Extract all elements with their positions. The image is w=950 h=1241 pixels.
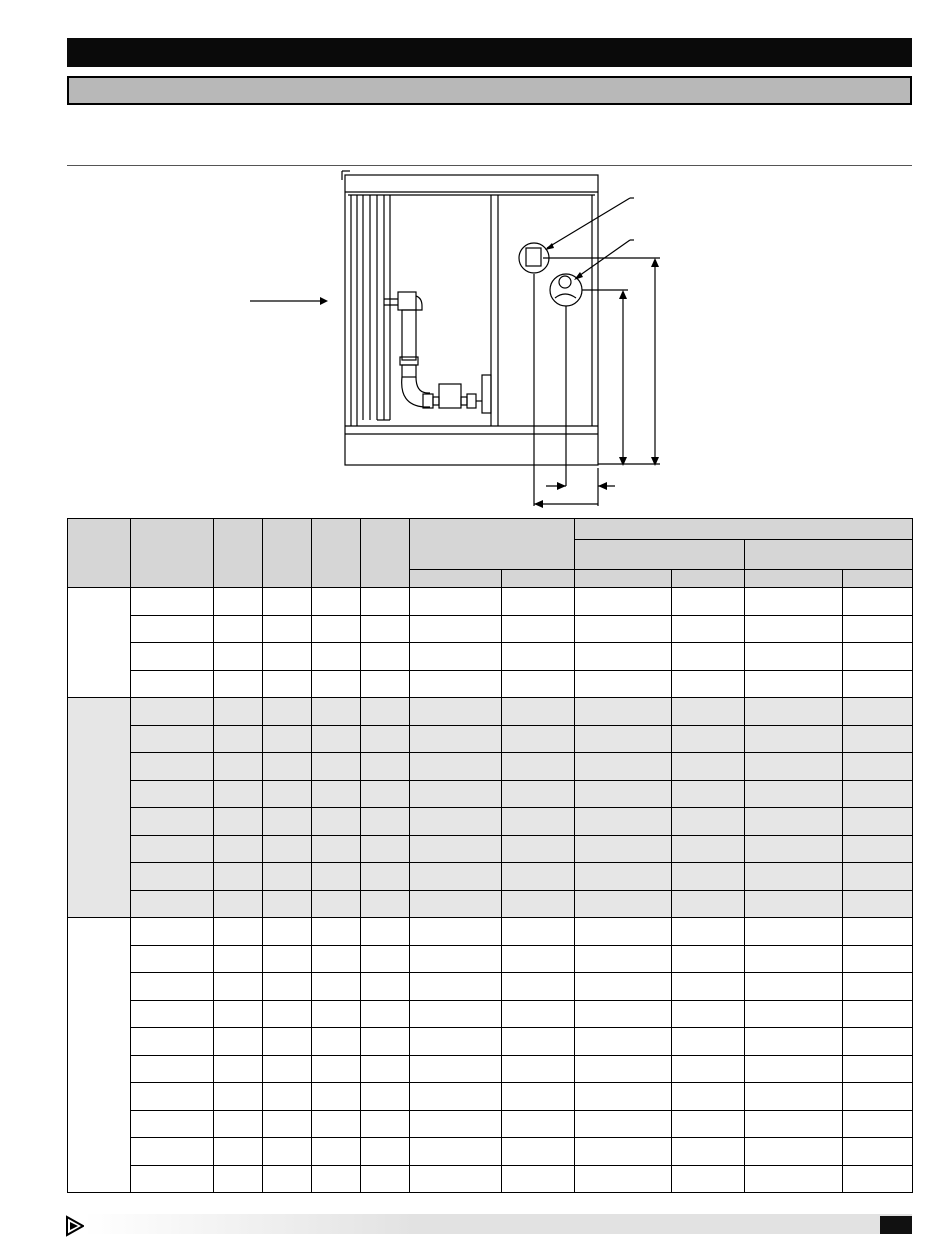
table-cell xyxy=(672,615,745,643)
header-sub-2 xyxy=(502,570,575,588)
table-cell xyxy=(361,1028,410,1056)
table-cell xyxy=(410,1083,502,1111)
table-cell xyxy=(672,1083,745,1111)
table-cell xyxy=(214,973,263,1001)
table-cell xyxy=(410,1000,502,1028)
table-cell xyxy=(131,863,214,891)
table-cell xyxy=(263,1000,312,1028)
table-cell xyxy=(575,973,672,1001)
table-cell xyxy=(410,698,502,726)
table-cell xyxy=(361,588,410,616)
table-row xyxy=(68,753,913,781)
table-cell xyxy=(263,1028,312,1056)
table-cell xyxy=(361,643,410,671)
table-cell xyxy=(843,643,913,671)
table-cell xyxy=(575,588,672,616)
table-cell xyxy=(263,725,312,753)
table-row xyxy=(68,615,913,643)
table-cell xyxy=(131,973,214,1001)
table-cell xyxy=(745,1055,843,1083)
table-cell xyxy=(214,753,263,781)
table-cell xyxy=(361,780,410,808)
table-cell xyxy=(214,1165,263,1193)
table-cell xyxy=(131,753,214,781)
table-cell xyxy=(410,918,502,946)
table-cell xyxy=(361,753,410,781)
table-cell xyxy=(745,808,843,836)
table-cell xyxy=(745,1000,843,1028)
table-cell xyxy=(361,1110,410,1138)
header-col-5 xyxy=(312,519,361,588)
table-cell xyxy=(312,753,361,781)
table-cell xyxy=(745,1165,843,1193)
table-cell xyxy=(672,863,745,891)
table-cell xyxy=(361,918,410,946)
table-row xyxy=(68,973,913,1001)
table-cell xyxy=(672,1055,745,1083)
table-cell xyxy=(410,753,502,781)
table-cell xyxy=(843,945,913,973)
table-cell xyxy=(672,1000,745,1028)
table-cell xyxy=(361,1000,410,1028)
table-cell xyxy=(312,643,361,671)
table-cell xyxy=(131,725,214,753)
table-row xyxy=(68,1165,913,1193)
table-cell xyxy=(131,1083,214,1111)
header-subgroup-b1 xyxy=(575,540,745,570)
table-cell xyxy=(745,725,843,753)
table-cell xyxy=(410,808,502,836)
table-cell xyxy=(672,643,745,671)
table-cell xyxy=(361,725,410,753)
table-cell xyxy=(131,1000,214,1028)
table-cell xyxy=(502,890,575,918)
table-cell xyxy=(843,1138,913,1166)
table-cell xyxy=(843,1000,913,1028)
table-cell xyxy=(745,1083,843,1111)
table-cell xyxy=(312,615,361,643)
table-cell xyxy=(263,615,312,643)
table-row xyxy=(68,1000,913,1028)
table-cell xyxy=(502,945,575,973)
table-cell xyxy=(575,918,672,946)
spec-table xyxy=(67,518,913,1193)
table-row xyxy=(68,863,913,891)
table-cell xyxy=(214,725,263,753)
table-cell xyxy=(502,1055,575,1083)
table-cell xyxy=(263,780,312,808)
table-cell xyxy=(312,835,361,863)
table-cell xyxy=(502,973,575,1001)
table-row xyxy=(68,890,913,918)
table-cell xyxy=(312,1028,361,1056)
table-cell xyxy=(843,698,913,726)
table-cell xyxy=(575,615,672,643)
header-sub-5 xyxy=(745,570,843,588)
table-cell xyxy=(843,670,913,698)
table-cell xyxy=(214,918,263,946)
table-cell xyxy=(361,615,410,643)
table-cell xyxy=(410,588,502,616)
table-row xyxy=(68,670,913,698)
table-cell xyxy=(575,725,672,753)
table-cell xyxy=(214,890,263,918)
table-cell xyxy=(410,945,502,973)
header-divider xyxy=(67,165,912,166)
table-cell xyxy=(502,643,575,671)
table-row xyxy=(68,918,913,946)
table-row xyxy=(68,725,913,753)
table-cell xyxy=(361,945,410,973)
table-cell xyxy=(263,835,312,863)
table-cell xyxy=(672,753,745,781)
table-cell xyxy=(745,643,843,671)
table-cell xyxy=(263,1055,312,1083)
table-cell xyxy=(263,753,312,781)
table-cell xyxy=(312,808,361,836)
table-cell xyxy=(214,863,263,891)
table-cell xyxy=(361,890,410,918)
table-cell xyxy=(575,863,672,891)
table-cell xyxy=(575,945,672,973)
table-cell xyxy=(843,1028,913,1056)
table-cell xyxy=(502,753,575,781)
header-sub-6 xyxy=(843,570,913,588)
table-cell xyxy=(131,670,214,698)
table-cell xyxy=(312,588,361,616)
table-cell xyxy=(214,945,263,973)
table-cell xyxy=(131,1165,214,1193)
table-cell xyxy=(410,973,502,1001)
table-cell xyxy=(745,588,843,616)
table-cell xyxy=(575,808,672,836)
table-cell xyxy=(263,670,312,698)
table-cell xyxy=(745,1028,843,1056)
pipe-tee xyxy=(384,299,398,305)
table-cell xyxy=(843,725,913,753)
table-cell xyxy=(312,1083,361,1111)
table-cell xyxy=(745,670,843,698)
table-row xyxy=(68,945,913,973)
table-cell xyxy=(843,973,913,1001)
table-cell xyxy=(502,1138,575,1166)
table-row xyxy=(68,1110,913,1138)
table-cell xyxy=(312,1055,361,1083)
table-cell xyxy=(263,1138,312,1166)
section-subtitle-bar xyxy=(67,76,912,105)
table-cell xyxy=(575,698,672,726)
table-cell xyxy=(502,670,575,698)
header-group-b xyxy=(575,519,913,540)
table-cell xyxy=(214,698,263,726)
table-cell xyxy=(502,725,575,753)
table-cell xyxy=(843,835,913,863)
table-cell xyxy=(672,1138,745,1166)
table-cell xyxy=(361,1083,410,1111)
table-cell xyxy=(312,890,361,918)
header-group-a xyxy=(410,519,575,570)
table-cell xyxy=(312,918,361,946)
table-cell xyxy=(131,1110,214,1138)
table-cell xyxy=(672,890,745,918)
table-cell xyxy=(575,890,672,918)
table-cell xyxy=(502,698,575,726)
table-cell xyxy=(410,780,502,808)
table-cell xyxy=(131,588,214,616)
table-cell xyxy=(843,1165,913,1193)
table-cell xyxy=(361,973,410,1001)
cabinet-frame xyxy=(345,175,598,465)
table-cell xyxy=(502,780,575,808)
cabinet-diagram xyxy=(230,168,670,510)
table-cell xyxy=(361,835,410,863)
table-cell xyxy=(263,863,312,891)
table-cell xyxy=(745,918,843,946)
table-cell xyxy=(361,808,410,836)
table-cell xyxy=(410,643,502,671)
table-cell xyxy=(131,835,214,863)
header-subgroup-b2 xyxy=(745,540,913,570)
table-cell xyxy=(214,1028,263,1056)
table-cell xyxy=(410,1055,502,1083)
table-cell xyxy=(312,945,361,973)
table-row xyxy=(68,643,913,671)
table-cell xyxy=(745,780,843,808)
table-cell xyxy=(502,1083,575,1111)
table-cell xyxy=(575,1055,672,1083)
table-cell xyxy=(214,835,263,863)
table-cell xyxy=(502,808,575,836)
table-row xyxy=(68,1055,913,1083)
table-cell xyxy=(843,780,913,808)
table-cell xyxy=(263,643,312,671)
table-cell xyxy=(502,1000,575,1028)
table-cell xyxy=(131,643,214,671)
header-sub-4 xyxy=(672,570,745,588)
table-cell xyxy=(502,863,575,891)
table-cell xyxy=(575,643,672,671)
table-cell xyxy=(361,863,410,891)
page-title-bar xyxy=(67,38,912,67)
group-label xyxy=(68,698,131,918)
table-cell xyxy=(502,918,575,946)
table-cell xyxy=(410,670,502,698)
table-cell xyxy=(672,698,745,726)
table-cell xyxy=(410,835,502,863)
table-cell xyxy=(843,753,913,781)
table-cell xyxy=(410,1138,502,1166)
table-cell xyxy=(672,588,745,616)
header-col-3 xyxy=(214,519,263,588)
table-cell xyxy=(672,808,745,836)
table-cell xyxy=(672,918,745,946)
table-cell xyxy=(131,808,214,836)
table-cell xyxy=(410,1165,502,1193)
table-cell xyxy=(575,1000,672,1028)
table-cell xyxy=(575,1110,672,1138)
table-cell xyxy=(672,835,745,863)
table-cell xyxy=(410,890,502,918)
table-cell xyxy=(843,918,913,946)
table-cell xyxy=(672,1165,745,1193)
header-sub-1 xyxy=(410,570,502,588)
table-cell xyxy=(214,1000,263,1028)
table-cell xyxy=(745,890,843,918)
table-cell xyxy=(502,588,575,616)
table-cell xyxy=(502,1028,575,1056)
table-cell xyxy=(410,863,502,891)
table-cell xyxy=(502,615,575,643)
table-cell xyxy=(575,1138,672,1166)
page-number-tab xyxy=(880,1216,912,1234)
table-cell xyxy=(214,1138,263,1166)
table-row xyxy=(68,588,913,616)
table-cell xyxy=(312,780,361,808)
table-cell xyxy=(131,1138,214,1166)
brand-logo-icon xyxy=(66,1215,84,1237)
table-cell xyxy=(745,973,843,1001)
table-cell xyxy=(672,725,745,753)
group-label xyxy=(68,588,131,698)
header-col-6 xyxy=(361,519,410,588)
table-cell xyxy=(361,1055,410,1083)
table-cell xyxy=(745,1110,843,1138)
table-cell xyxy=(672,973,745,1001)
table-cell xyxy=(131,890,214,918)
table-cell xyxy=(131,945,214,973)
table-cell xyxy=(312,698,361,726)
table-row xyxy=(68,808,913,836)
table-cell xyxy=(214,643,263,671)
table-cell xyxy=(575,1028,672,1056)
table-cell xyxy=(361,670,410,698)
table-cell xyxy=(745,863,843,891)
table-cell xyxy=(672,1028,745,1056)
table-row xyxy=(68,1083,913,1111)
table-cell xyxy=(361,1138,410,1166)
table-cell xyxy=(131,615,214,643)
header-col-4 xyxy=(263,519,312,588)
table-cell xyxy=(214,1083,263,1111)
table-row xyxy=(68,835,913,863)
footer-bar xyxy=(84,1214,912,1234)
table-cell xyxy=(312,670,361,698)
table-cell xyxy=(745,698,843,726)
table-cell xyxy=(214,808,263,836)
table-cell xyxy=(575,1083,672,1111)
header-col-1 xyxy=(68,519,131,588)
table-cell xyxy=(312,1165,361,1193)
table-cell xyxy=(131,780,214,808)
table-cell xyxy=(263,973,312,1001)
table-cell xyxy=(745,1138,843,1166)
table-cell xyxy=(672,1110,745,1138)
table-cell xyxy=(745,615,843,643)
table-cell xyxy=(361,698,410,726)
table-cell xyxy=(312,1138,361,1166)
table-cell xyxy=(745,835,843,863)
table-cell xyxy=(312,725,361,753)
header-col-2 xyxy=(131,519,214,588)
table-cell xyxy=(410,615,502,643)
table-cell xyxy=(214,1110,263,1138)
table-cell xyxy=(214,780,263,808)
table-cell xyxy=(575,1165,672,1193)
header-sub-3 xyxy=(575,570,672,588)
table-cell xyxy=(131,1028,214,1056)
table-cell xyxy=(843,1055,913,1083)
table-row xyxy=(68,1138,913,1166)
table-cell xyxy=(214,670,263,698)
table-cell xyxy=(214,588,263,616)
table-cell xyxy=(575,780,672,808)
group-label xyxy=(68,918,131,1193)
table-cell xyxy=(131,1055,214,1083)
table-cell xyxy=(672,670,745,698)
table-cell xyxy=(312,973,361,1001)
table-cell xyxy=(263,808,312,836)
table-cell xyxy=(843,863,913,891)
table-cell xyxy=(312,1000,361,1028)
table-cell xyxy=(843,588,913,616)
table-cell xyxy=(410,725,502,753)
table-cell xyxy=(263,588,312,616)
table-cell xyxy=(575,670,672,698)
table-cell xyxy=(502,1110,575,1138)
table-row xyxy=(68,698,913,726)
spec-table-body xyxy=(68,588,913,1193)
table-cell xyxy=(410,1028,502,1056)
table-cell xyxy=(263,1110,312,1138)
table-cell xyxy=(843,808,913,836)
table-cell xyxy=(745,753,843,781)
table-row xyxy=(68,1028,913,1056)
table-cell xyxy=(263,945,312,973)
table-cell xyxy=(214,1055,263,1083)
table-cell xyxy=(312,1110,361,1138)
table-cell xyxy=(575,835,672,863)
table-cell xyxy=(263,1165,312,1193)
table-cell xyxy=(745,945,843,973)
table-cell xyxy=(575,753,672,781)
table-cell xyxy=(131,698,214,726)
table-cell xyxy=(131,918,214,946)
table-cell xyxy=(843,615,913,643)
table-cell xyxy=(672,780,745,808)
table-cell xyxy=(502,835,575,863)
table-row xyxy=(68,780,913,808)
table-cell xyxy=(843,1110,913,1138)
table-cell xyxy=(361,1165,410,1193)
table-cell xyxy=(263,698,312,726)
table-cell xyxy=(263,1083,312,1111)
table-cell xyxy=(214,615,263,643)
table-cell xyxy=(410,1110,502,1138)
table-cell xyxy=(312,863,361,891)
table-cell xyxy=(672,945,745,973)
table-cell xyxy=(263,890,312,918)
table-cell xyxy=(843,1083,913,1111)
table-cell xyxy=(263,918,312,946)
table-cell xyxy=(843,890,913,918)
table-cell xyxy=(502,1165,575,1193)
